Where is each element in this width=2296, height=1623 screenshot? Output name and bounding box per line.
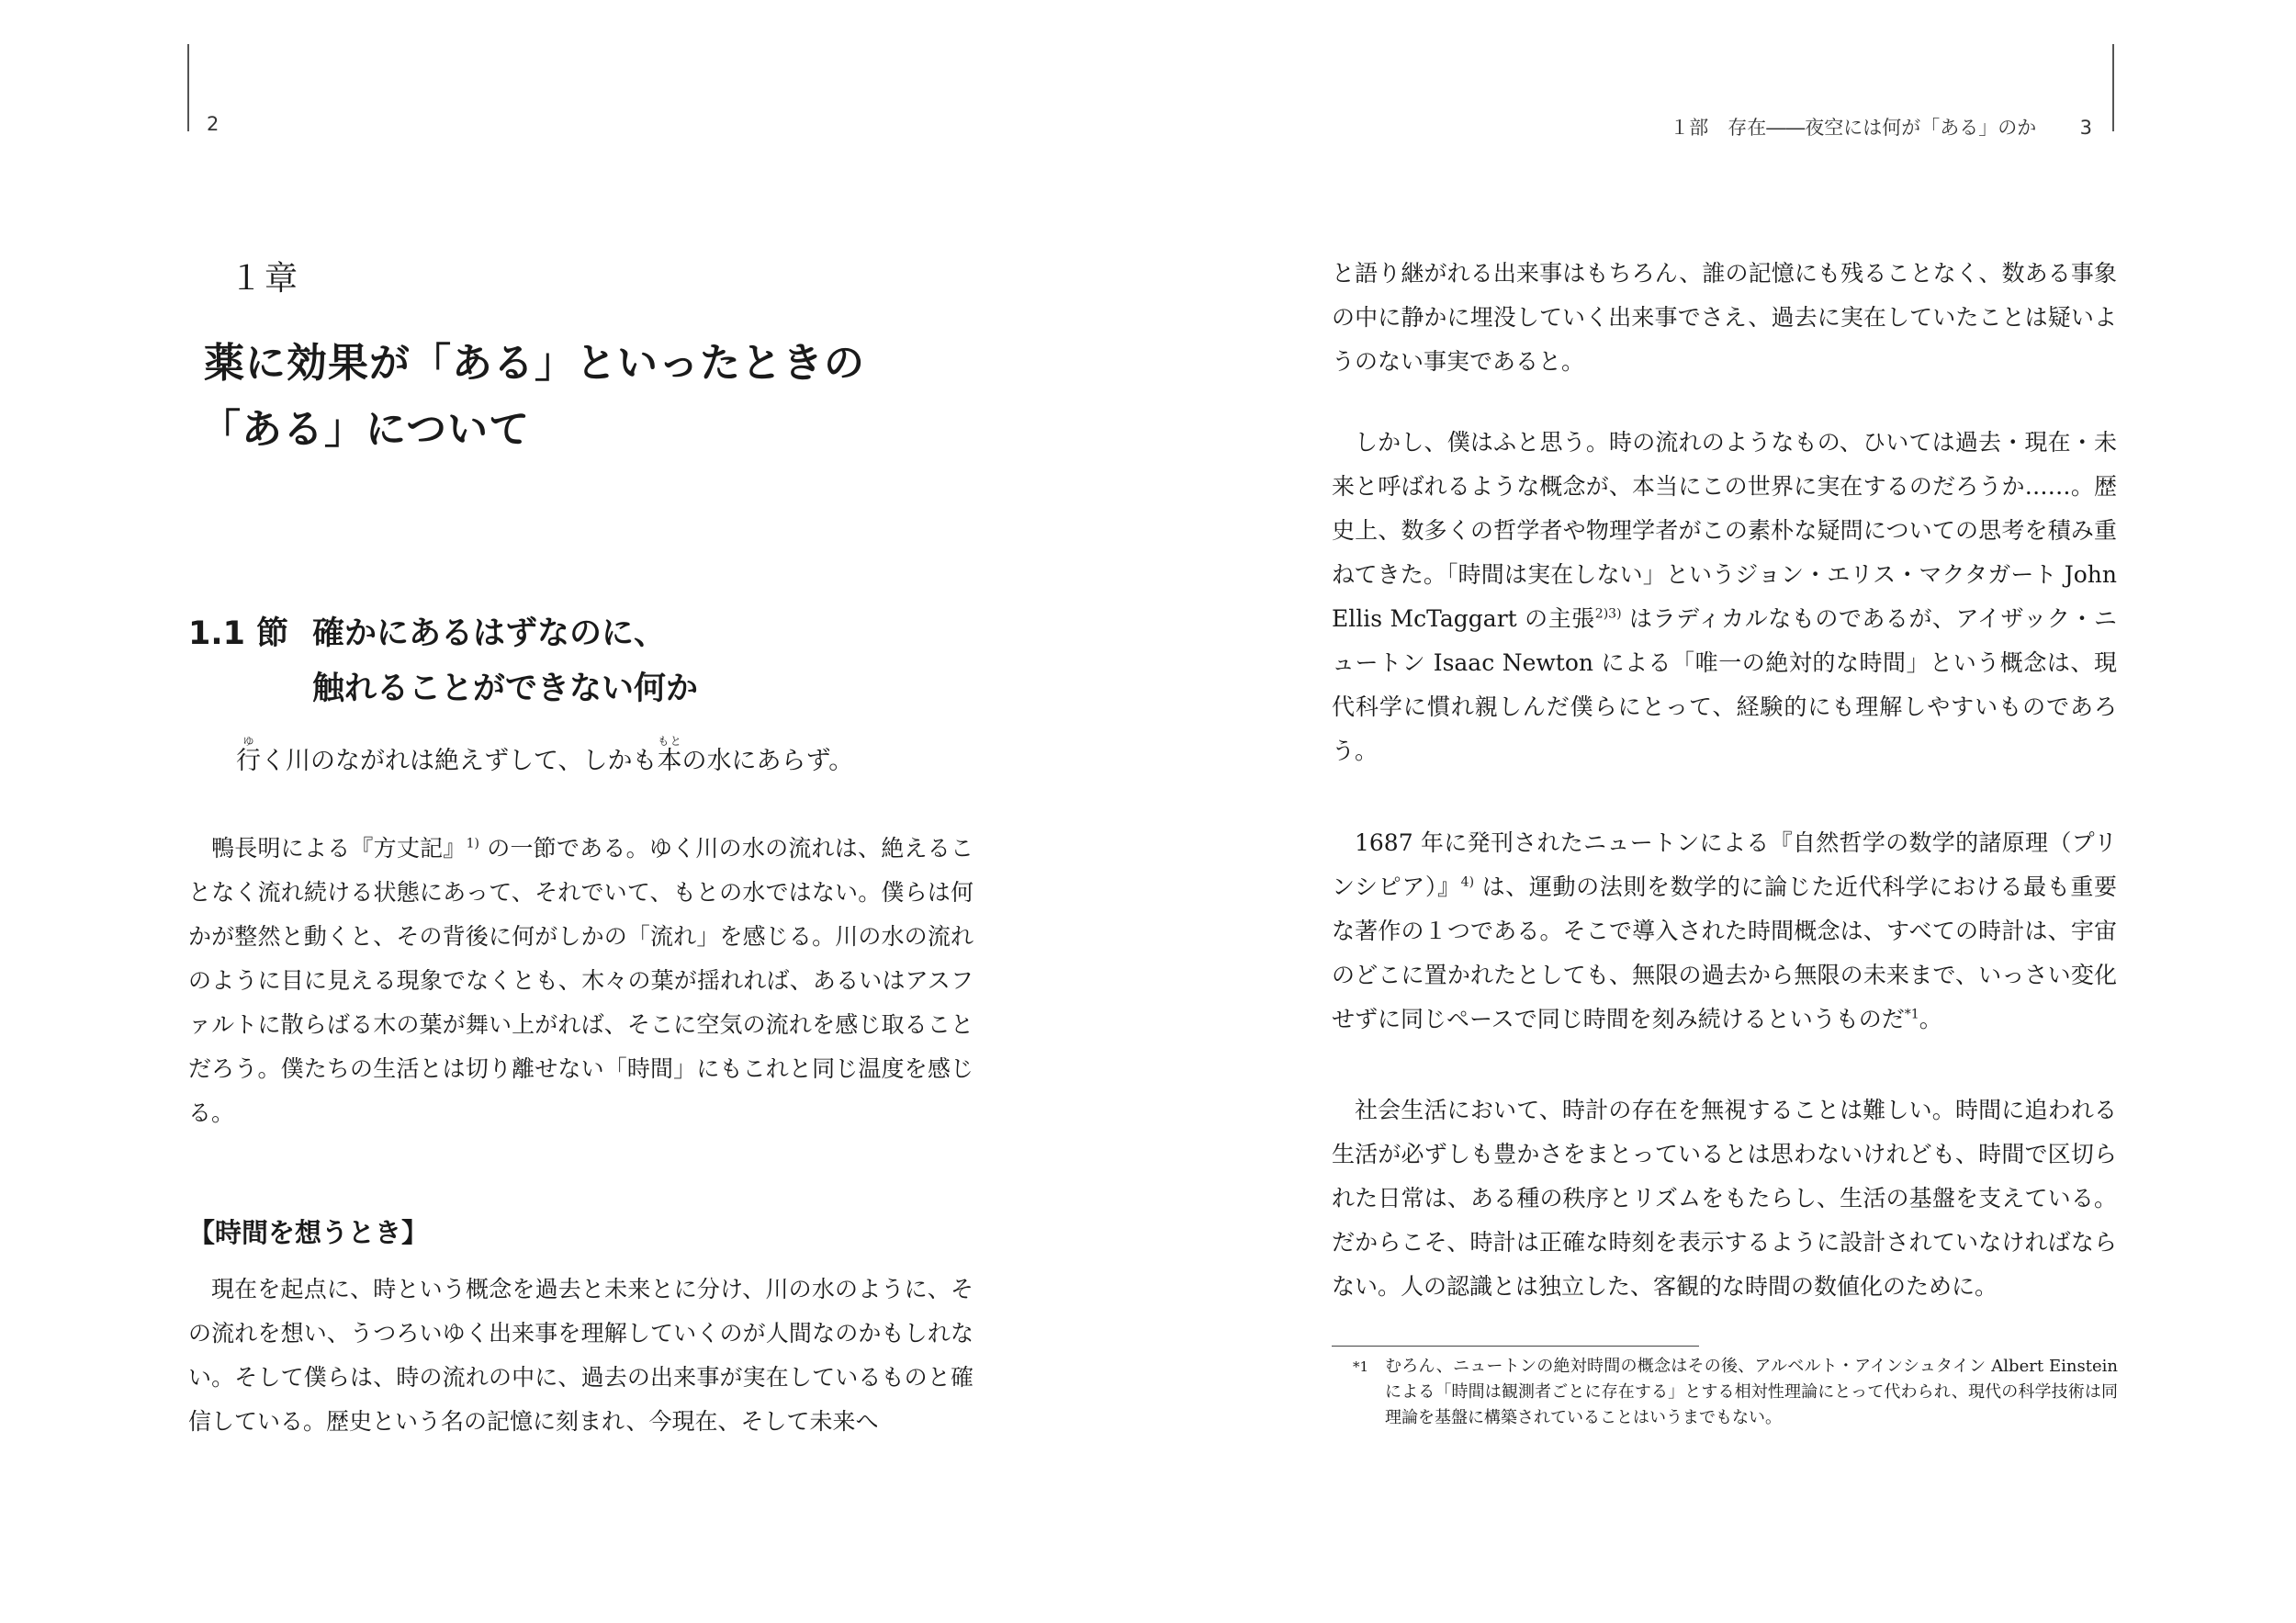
epigraph-ruby-1: 行ゆ [236,735,261,775]
right-running-head [1670,113,2092,141]
epigraph-ruby-2: 本もと [657,735,682,775]
epigraph [236,735,853,780]
section-title-line2: 触れることができない何か [312,671,699,707]
chapter-title-line2: 「ある」について [200,406,531,453]
citation-2-3: 2)3) [1594,606,1622,622]
citation-4: 4) [1460,874,1475,890]
right-margin-rule [2112,44,2114,131]
chapter-title-line1: 薬に効果が「ある」といったときの [204,340,865,387]
footnote-text: むろん、ニュートンの絶対時間の概念はその後、アルベルト・アインシュタイン Albert Einstein による「時間は観測者ごとに存在する」とする相対性理論にとって代わられ、現代の科学技術は同理論を基盤に構築されていることはいうまでもない。 [1385,1357,2118,1427]
footnote-mark: *1 [1352,1358,1368,1375]
left-page-number: 2 [207,113,219,135]
right-paragraph-3: 1687 年に発刊されたニュートンによる『自然哲学の数学的諸原理（プリンシピア）』$^{4)}$ は、運動の法則を数学的に論じた近代科学における最も重要な著作の１つである。そこで導入された時間概念は、すべての時計は、宇宙のどこに置かれたとしても、無限の過去から無限の未来まで、いっさい変化せずに同じペースで同じ時間を刻み続けるというものだ$^{*1}$。 [1332,829,2117,1032]
footnote-1 [1332,1354,2122,1431]
citation-1: 1) [466,836,480,851]
section-number: 1.1 節 [188,615,289,652]
running-head-title: １部 存在――夜空には何が「ある」のか [1670,117,2037,139]
right-paragraph-4: 社会生活において、時計の存在を無視することは難しい。時間に追われる生活が必ずしも豊かさをまとっているとは思わないけれども、時間で区切られた日常は、ある種の秩序とリズムをもたらし、生活の基盤を支えている。だからこそ、時計は正確な時刻を表示するように設計されていなければならない。人の認識とは独立した、客観的な時間の数値化のために。 [1332,1097,2117,1300]
subsection-heading: 【時間を想うとき】 [188,1217,429,1248]
left-paragraph-2: 現在を起点に、時という概念を過去と未来とに分け、川の水のように、その流れを想い、うつろいゆく出来事を理解していくのが人間なのかもしれない。そして僕らは、時の流れの中に、過去の出来事が実在しているものと確信している。歴史という名の記憶に刻まれ、今現在、そして未来へ [188,1276,974,1435]
chapter-label: １章 [230,260,300,298]
left-margin-rule [187,44,189,131]
footnote-ref-1[interactable]: *1 [1904,1007,1919,1022]
section-heading [188,606,698,716]
chapter-title [200,331,865,463]
footnote-divider [1332,1346,1699,1347]
epigraph-text-1: く川のながれは絶えずして、しかも [261,747,658,775]
section-title-line1: 確かにあるはずなのに、 [312,615,667,652]
right-paragraph-2: しかし、僕はふと思う。時の流れのようなもの、ひいては過去・現在・未来と呼ばれるような概念が、本当にこの世界に実在するのだろうか……。歴史上、数多くの哲学者や物理学者がこの素朴な疑問についての思考を積み重ねてきた。「時間は実在しない」というジョン・エリス・マクタガート John Ellis McTaggart の主張$^{2)3)}$ はラディカルなものであるが、アイザック・ニュートン Isaac Newton による「唯一の絶対的な時間」という概念は、現代科学に慣れ親しんだ僕らにとって、経験的にも理解しやすいものであろう。 [1332,429,2118,764]
epigraph-text-2: の水にあらず。 [681,747,854,775]
right-page-number: 3 [2079,117,2092,139]
left-paragraph-1: 鴨長明による『方丈記』$^{1)}$ の一節である。ゆく川の水の流れは、絶えることなく流れ続ける状態にあって、それでいて、もとの水ではない。僕らは何かが整然と動くと、その背後に何がしかの「流れ」を感じる。川の水の流れのように目に見える現象でなくとも、木々の葉が揺れれば、あるいはアスファルトに散らばる木の葉が舞い上がれば、そこに空気の流れを感じ取ることだろう。僕たちの生活とは切り離せない「時間」にもこれと同じ温度を感じる。 [188,835,974,1126]
right-paragraph-1: と語り継がれる出来事はもちろん、誰の記憶にも残ることなく、数ある事象の中に静かに埋没していく出来事でさえ、過去に実在していたことは疑いようのない事実であると。 [1332,260,2117,375]
